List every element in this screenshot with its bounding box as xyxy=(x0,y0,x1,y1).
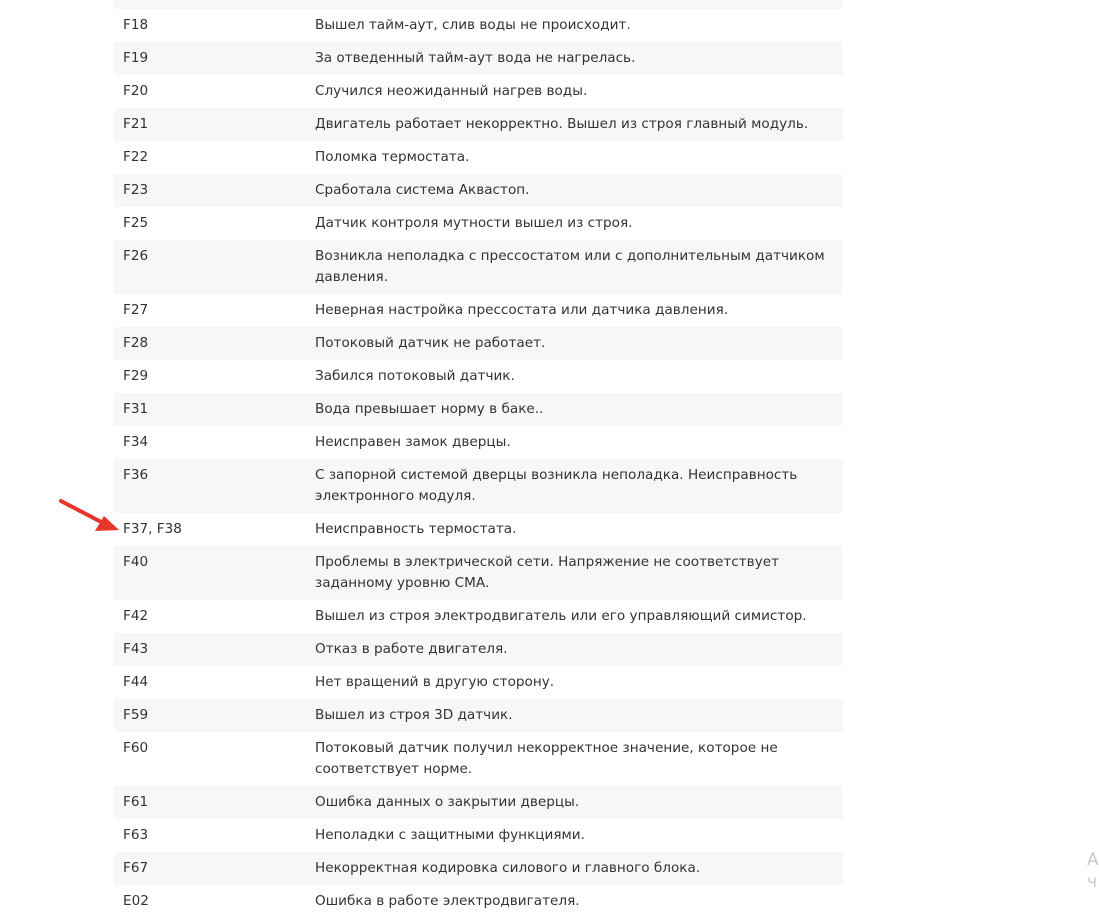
table-row xyxy=(114,0,843,9)
table-row xyxy=(114,294,843,327)
table-row xyxy=(114,327,843,360)
error-code-cell: F31 xyxy=(114,393,306,426)
error-code-cell: F26 xyxy=(114,240,306,294)
error-description-cell: Ошибка в работе электродвигателя. xyxy=(306,885,843,912)
table-row xyxy=(114,426,843,459)
error-description-cell: Ошибка данных о закрытии дверцы. xyxy=(306,786,843,819)
error-description-cell: Неверная настройка прессостата или датчика давления. xyxy=(306,294,843,327)
table-row xyxy=(114,75,843,108)
error-description-cell: Потоковый датчик получил некорректное значение, которое не соответствует норме. xyxy=(306,732,843,786)
error-description-cell: Неисправен замок дверцы. xyxy=(306,426,843,459)
edge-widget-char-1: А xyxy=(1087,850,1099,870)
table-row xyxy=(114,852,843,885)
error-code-cell: F42 xyxy=(114,600,306,633)
error-code-cell: F25 xyxy=(114,207,306,240)
error-description-cell: Вода превышает норму в баке.. xyxy=(306,393,843,426)
error-code-cell: F19 xyxy=(114,42,306,75)
error-description-cell: Вышел тайм-аут, слив воды не происходит. xyxy=(306,9,843,42)
error-codes-table xyxy=(114,0,843,912)
error-description-cell: Потоковый датчик не работает. xyxy=(306,327,843,360)
error-code-cell: F34 xyxy=(114,426,306,459)
table-row xyxy=(114,42,843,75)
table-row xyxy=(114,786,843,819)
error-code-cell: F20 xyxy=(114,75,306,108)
table-row xyxy=(114,207,843,240)
error-description-cell: Сработала система Аквастоп. xyxy=(306,174,843,207)
table-row xyxy=(114,393,843,426)
error-description-cell: За отведенный тайм-аут вода не нагрелась. xyxy=(306,42,843,75)
table-row xyxy=(114,141,843,174)
error-code-cell: F44 xyxy=(114,666,306,699)
error-description-cell: Случился неожиданный нагрев воды. xyxy=(306,75,843,108)
error-description-cell: Некорректная кодировка силового и главного блока. xyxy=(306,852,843,885)
error-code-cell: E02 xyxy=(114,885,306,912)
error-description-cell: С запорной системой дверцы возникла неполадка. Неисправность электронного модуля. xyxy=(306,459,843,513)
error-description-cell: Вышел из строя 3D датчик. xyxy=(306,699,843,732)
table-row xyxy=(114,633,843,666)
error-code-cell: F27 xyxy=(114,294,306,327)
table-row xyxy=(114,513,843,546)
error-description-cell: Нет вращений в другую сторону. xyxy=(306,666,843,699)
error-description-cell: Вышел из строя электродвигатель или его управляющий симистор. xyxy=(306,600,843,633)
error-description-cell: Забился потоковый датчик. xyxy=(306,360,843,393)
red-arrow-icon xyxy=(55,495,125,535)
table-row xyxy=(114,885,843,912)
error-description-cell: Датчик контроля мутности вышел из строя. xyxy=(306,207,843,240)
table-row xyxy=(114,546,843,600)
table-row xyxy=(114,108,843,141)
error-description-cell: Отказ в работе двигателя. xyxy=(306,633,843,666)
error-code-cell: F60 xyxy=(114,732,306,786)
error-code-cell: F29 xyxy=(114,360,306,393)
error-code-cell: F61 xyxy=(114,786,306,819)
table-row xyxy=(114,240,843,294)
table-row xyxy=(114,699,843,732)
table-row xyxy=(114,360,843,393)
error-code-cell: F43 xyxy=(114,633,306,666)
error-description-cell xyxy=(306,0,843,9)
error-code-cell: F21 xyxy=(114,108,306,141)
edge-widget-char-2: ч xyxy=(1087,872,1098,892)
error-code-cell: F28 xyxy=(114,327,306,360)
error-description-cell: Неисправность термостата. xyxy=(306,513,843,546)
table-row xyxy=(114,600,843,633)
error-code-cell: F40 xyxy=(114,546,306,600)
table-row xyxy=(114,819,843,852)
error-code-cell xyxy=(114,0,306,9)
error-description-cell: Двигатель работает некорректно. Вышел из строя главный модуль. xyxy=(306,108,843,141)
error-description-cell: Возникла неполадка с прессостатом или с дополнительным датчиком давления. xyxy=(306,240,843,294)
error-description-cell: Поломка термостата. xyxy=(306,141,843,174)
error-code-cell: F22 xyxy=(114,141,306,174)
error-code-cell: F36 xyxy=(114,459,306,513)
error-code-cell: F37, F38 xyxy=(114,513,306,546)
table-row xyxy=(114,666,843,699)
error-code-cell: F23 xyxy=(114,174,306,207)
error-description-cell: Неполадки с защитными функциями. xyxy=(306,819,843,852)
table-row xyxy=(114,732,843,786)
table-row xyxy=(114,174,843,207)
table-row xyxy=(114,459,843,513)
error-code-cell: F18 xyxy=(114,9,306,42)
error-code-cell: F63 xyxy=(114,819,306,852)
table-row xyxy=(114,9,843,42)
error-description-cell: Проблемы в электрической сети. Напряжение не соответствует заданному уровню СМА. xyxy=(306,546,843,600)
error-code-cell: F59 xyxy=(114,699,306,732)
error-code-cell: F67 xyxy=(114,852,306,885)
